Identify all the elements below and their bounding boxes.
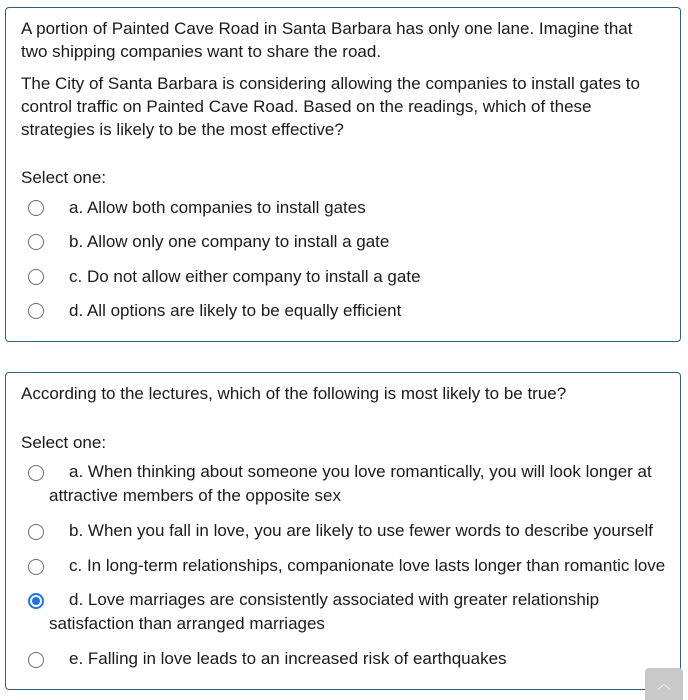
radio-button-q2-a[interactable] <box>28 465 44 481</box>
q2-option-e[interactable] <box>26 647 666 671</box>
radio-button-q1-a[interactable] <box>28 200 44 216</box>
select-one-label-1: Select one: <box>21 168 107 187</box>
radio-button-q2-b[interactable] <box>28 524 44 540</box>
q2-option-a-label: a. When thinking about someone you love romantically, you will look longer at attractive members of the opposite sex <box>49 462 652 505</box>
q2-option-e-label: e. Falling in love leads to an increased risk of earthquakes <box>69 649 507 668</box>
question-card-1 <box>5 7 681 342</box>
q1-option-d-label: d. All options are likely to be equally efficient <box>69 301 402 320</box>
radio-button-q1-d[interactable] <box>28 303 44 319</box>
question-card-2 <box>5 372 681 690</box>
q1-option-b-label: b. Allow only one company to install a gate <box>69 232 390 251</box>
question-1-intro: A portion of Painted Cave Road in Santa Barbara has only one lane. Imagine that two shipping companies want to share the road. <box>21 19 633 61</box>
q1-option-d[interactable] <box>26 299 666 323</box>
q1-option-c[interactable] <box>26 265 666 289</box>
radio-button-q2-c[interactable] <box>28 559 44 575</box>
q2-option-c-label: c. In long-term relationships, companionate love lasts longer than romantic love <box>69 556 666 575</box>
q2-option-d-label: d. Love marriages are consistently associated with greater relationship satisfaction than arranged marriages <box>49 590 600 633</box>
q2-option-b-label: b. When you fall in love, you are likely to use fewer words to describe yourself <box>69 521 653 540</box>
q1-option-a-label: a. Allow both companies to install gates <box>69 198 366 217</box>
radio-button-q2-d-selected[interactable] <box>28 593 44 609</box>
q1-option-b[interactable] <box>26 230 666 254</box>
q2-option-d[interactable] <box>26 588 666 636</box>
scroll-to-top-button[interactable] <box>645 668 683 700</box>
q2-option-b[interactable] <box>26 519 666 543</box>
q1-option-a[interactable] <box>26 196 666 220</box>
question-2-text: According to the lectures, which of the following is most likely to be true? <box>21 384 567 403</box>
question-1-text: The City of Santa Barbara is considering allowing the companies to install gates to control traffic on Painted Cave Road. Based on the readings, which of these strategies is likely to be the most effective? <box>21 74 640 139</box>
q2-option-a[interactable] <box>26 460 666 508</box>
select-one-label-2: Select one: <box>21 433 107 452</box>
chevron-up-icon: ︿ <box>657 676 671 692</box>
radio-button-q1-c[interactable] <box>28 269 44 285</box>
radio-button-q1-b[interactable] <box>28 234 44 250</box>
q1-option-c-label: c. Do not allow either company to install a gate <box>69 267 421 286</box>
radio-button-q2-e[interactable] <box>28 652 44 668</box>
q2-option-c[interactable] <box>26 554 666 578</box>
